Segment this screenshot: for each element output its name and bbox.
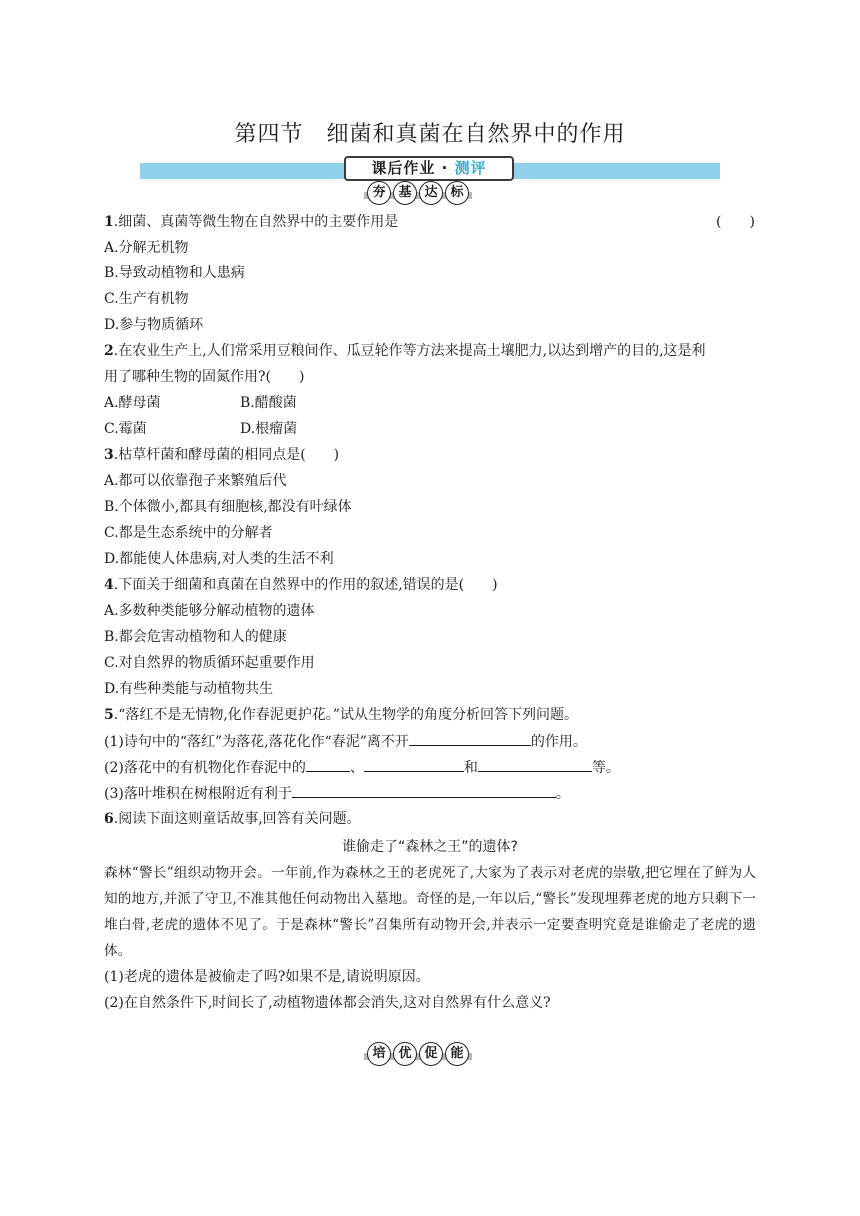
sub-question-text: 的作用。 <box>530 734 587 750</box>
question-2 <box>104 341 706 361</box>
banner-main-text: 课后作业 · <box>371 159 455 177</box>
option: B.都会危害动植物和人的健康 <box>104 629 287 645</box>
question-number: 1 <box>104 214 114 230</box>
option: B.个体微小,都具有细胞核,都没有叶绿体 <box>104 499 352 515</box>
option: B.醋酸菌 <box>240 395 297 411</box>
header-banner-label <box>344 156 514 181</box>
option: B.导致动植物和人患病 <box>104 265 245 281</box>
question-text: .在农业生产上,人们常采用豆粮间作、瓜豆轮作等方法来提高土壤肥力,以达到增产的目的,这是利 <box>113 343 706 359</box>
question-text: .“落红不是无情物,化作春泥更护花。”试从生物学的角度分析回答下列问题。 <box>113 707 578 723</box>
question-number: 5 <box>104 707 114 723</box>
sub-question-text: 、 <box>349 760 364 776</box>
option: A.分解无机物 <box>104 240 189 256</box>
answer-blank[interactable] <box>409 731 531 746</box>
question-text: .枯草杆菌和酵母菌的相同点是( ) <box>113 447 340 463</box>
answer-blank[interactable] <box>364 757 464 772</box>
option: D.参与物质循环 <box>104 317 204 333</box>
option: A.都可以依靠孢子来繁殖后代 <box>104 473 287 489</box>
section-badge-char: 夯 <box>367 181 391 205</box>
option: A.多数种类能够分解动植物的遗体 <box>104 603 315 619</box>
question-text: .下面关于细菌和真菌在自然界中的作用的叙述,错误的是( ) <box>113 577 498 593</box>
section-badge-advanced <box>367 1042 469 1066</box>
sub-question-1: (1)老虎的遗体是被偷走了吗?如果不是,请说明原因。 <box>104 969 430 985</box>
question-number: 6 <box>104 811 114 827</box>
section-badge-char: 标 <box>445 181 469 205</box>
story-title: 谁偷走了“森林之王”的遗体? <box>342 839 518 855</box>
section-badge-char: 达 <box>419 181 443 205</box>
answer-parenthesis: ( ) <box>716 214 755 230</box>
question-text-cont: 用了哪种生物的固氮作用?( ) <box>104 369 305 385</box>
answer-blank[interactable] <box>478 757 592 772</box>
sub-question-3 <box>104 783 570 804</box>
sub-question-2: (2)在自然条件下,时间长了,动植物遗体都会消失,这对自然界有什么意义? <box>104 995 551 1011</box>
question-number: 4 <box>104 577 114 593</box>
section-badge-char: 优 <box>393 1042 417 1066</box>
sub-question-text: 和 <box>463 760 478 776</box>
option: C.霉菌 <box>104 421 147 437</box>
sub-question-text: 等。 <box>591 760 620 776</box>
sub-question-text: (3)落叶堆积在树根附近有利于 <box>104 786 292 802</box>
option: C.都是生态系统中的分解者 <box>104 525 273 541</box>
page-title: 第四节 细菌和真菌在自然界中的作用 <box>234 122 626 147</box>
option: C.对自然界的物质循环起重要作用 <box>104 655 315 671</box>
answer-blank[interactable] <box>306 757 350 772</box>
question-3 <box>104 445 339 465</box>
question-number: 3 <box>104 447 114 463</box>
sub-question-1 <box>104 731 587 752</box>
question-1 <box>104 212 398 232</box>
question-4 <box>104 575 498 595</box>
option: A.酵母菌 <box>104 395 161 411</box>
question-number: 2 <box>104 343 114 359</box>
sub-question-text: (2)落花中的有机物化作春泥中的 <box>104 760 306 776</box>
question-5 <box>104 705 578 725</box>
story-text: 森林“警长”组织动物开会。一年前,作为森林之王的老虎死了,大家为了表示对老虎的崇敬,把它埋在了鲜为人知的地方,并派了守卫,不准其他任何动物出入墓地。奇怪的是,一年以后,“警长”发现埋葬老虎的地方只剩下一堆白骨,老虎的遗体不见了。于是森林“警长”召集所有动物开会,并表示一定要查明究竟是谁偷走了老虎的遗体。 <box>104 865 756 959</box>
section-badge-char: 促 <box>419 1042 443 1066</box>
option: D.根瘤菌 <box>240 421 298 437</box>
sub-question-text: 。 <box>555 786 570 802</box>
section-badge-char: 基 <box>393 181 417 205</box>
sub-question-2 <box>104 757 620 778</box>
option: D.都能使人体患病,对人类的生活不利 <box>104 551 334 567</box>
section-badge-char: 能 <box>445 1042 469 1066</box>
sub-question-text: (1)诗句中的“落红”为落花,落花化作“春泥”离不开 <box>104 734 409 750</box>
section-badge-char: 培 <box>367 1042 391 1066</box>
question-text: .阅读下面这则童话故事,回答有关问题。 <box>113 811 361 827</box>
option: D.有些种类能与动植物共生 <box>104 681 274 697</box>
banner-accent-text: 测评 <box>454 159 487 177</box>
question-6 <box>104 809 361 829</box>
section-badge-basic <box>367 181 469 205</box>
option: C.生产有机物 <box>104 291 189 307</box>
question-text: .细菌、真菌等微生物在自然界中的主要作用是 <box>113 214 399 230</box>
answer-blank[interactable] <box>292 783 556 798</box>
